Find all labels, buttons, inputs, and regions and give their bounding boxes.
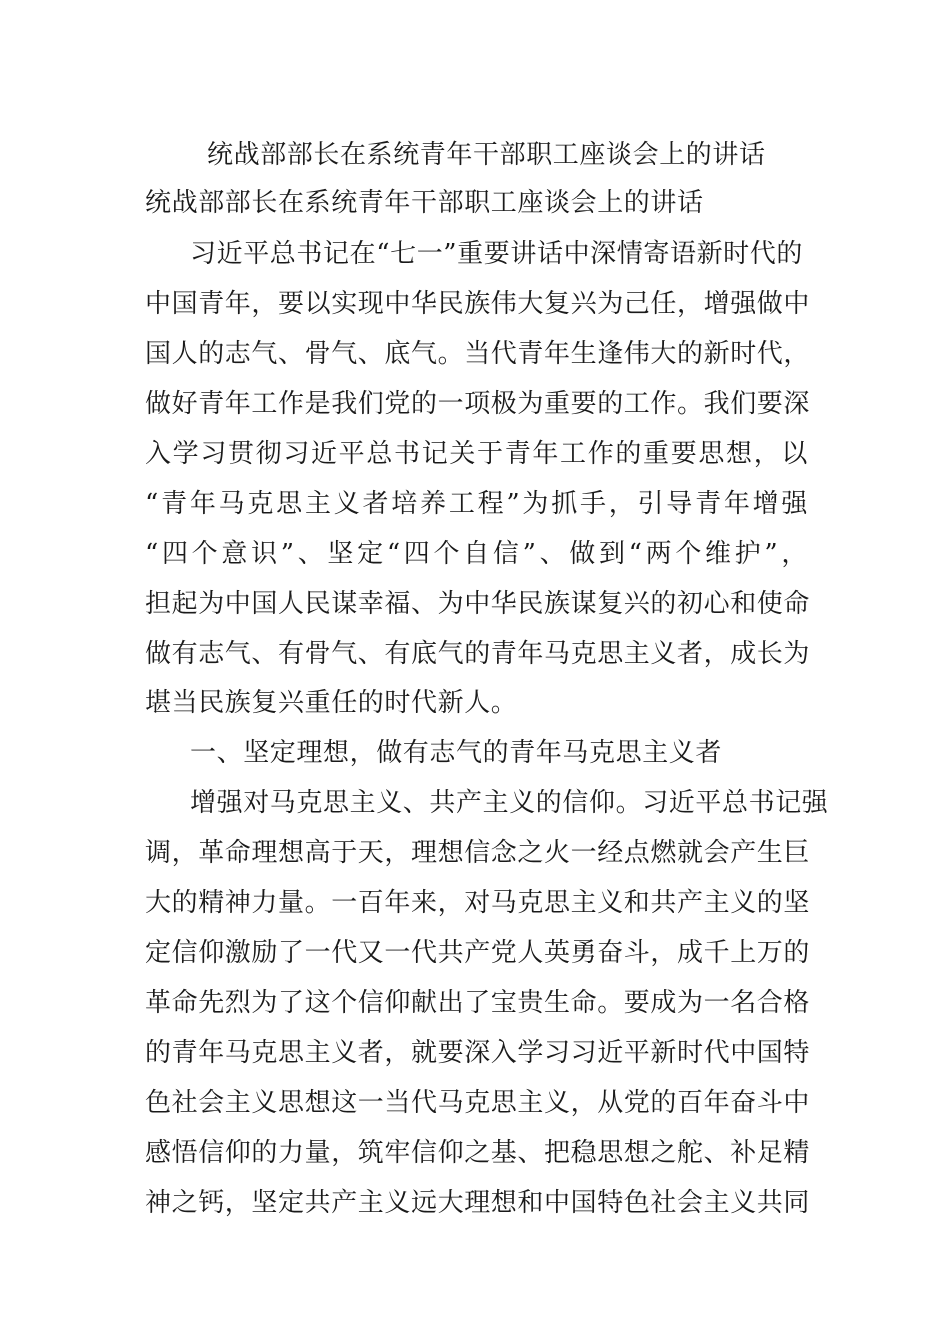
- intro-line: 做有志气、有骨气、有底气的青年马克思主义者，成长为: [145, 639, 811, 669]
- intro-line: “青年马克思主义者培养工程”为抓手，引导青年增强: [145, 489, 809, 519]
- body-line: 神之钙，坚定共产主义远大理想和中国特色社会主义共同: [145, 1188, 811, 1218]
- body-line: 调，革命理想高于天，理想信念之火一经点燃就会产生巨: [145, 838, 811, 868]
- document-title: 统战部部长在系统青年干部职工座谈会上的讲话: [207, 140, 766, 170]
- body-line: 的青年马克思主义者，就要深入学习习近平新时代中国特: [145, 1038, 811, 1068]
- body-line: 定信仰激励了一代又一代共产党人英勇奋斗，成千上万的: [145, 938, 811, 968]
- body-line: 增强对马克思主义、共产主义的信仰。习近平总书记强: [190, 788, 829, 818]
- intro-line: 担起为中国人民谋幸福、为中华民族谋复兴的初心和使命: [145, 589, 811, 619]
- document-subtitle: 统战部部长在系统青年干部职工座谈会上的讲话: [145, 188, 704, 218]
- body-line: 色社会主义思想这一当代马克思主义，从党的百年奋斗中: [145, 1088, 811, 1118]
- intro-line: “四个意识”、坚定“四个自信”、做到“两个维护”，: [145, 539, 808, 569]
- intro-line: 入学习贯彻习近平总书记关于青年工作的重要思想，以: [145, 439, 808, 469]
- body-line: 革命先烈为了这个信仰献出了宝贵生命。要成为一名合格: [145, 988, 811, 1018]
- body-line: 大的精神力量。一百年来，对马克思主义和共产主义的坚: [145, 888, 811, 918]
- intro-line: 做好青年工作是我们党的一项极为重要的工作。我们要深: [145, 389, 811, 419]
- intro-line: 习近平总书记在“七一”重要讲话中深情寄语新时代的: [190, 239, 803, 269]
- intro-line: 堪当民族复兴重任的时代新人。: [145, 688, 518, 718]
- intro-line: 国人的志气、骨气、底气。当代青年生逢伟大的新时代，: [145, 339, 811, 369]
- section-heading: 一、坚定理想，做有志气的青年马克思主义者: [190, 738, 723, 768]
- body-line: 感悟信仰的力量，筑牢信仰之基、把稳思想之舵、补足精: [145, 1138, 811, 1168]
- intro-line: 中国青年，要以实现中华民族伟大复兴为己任，增强做中: [145, 289, 811, 319]
